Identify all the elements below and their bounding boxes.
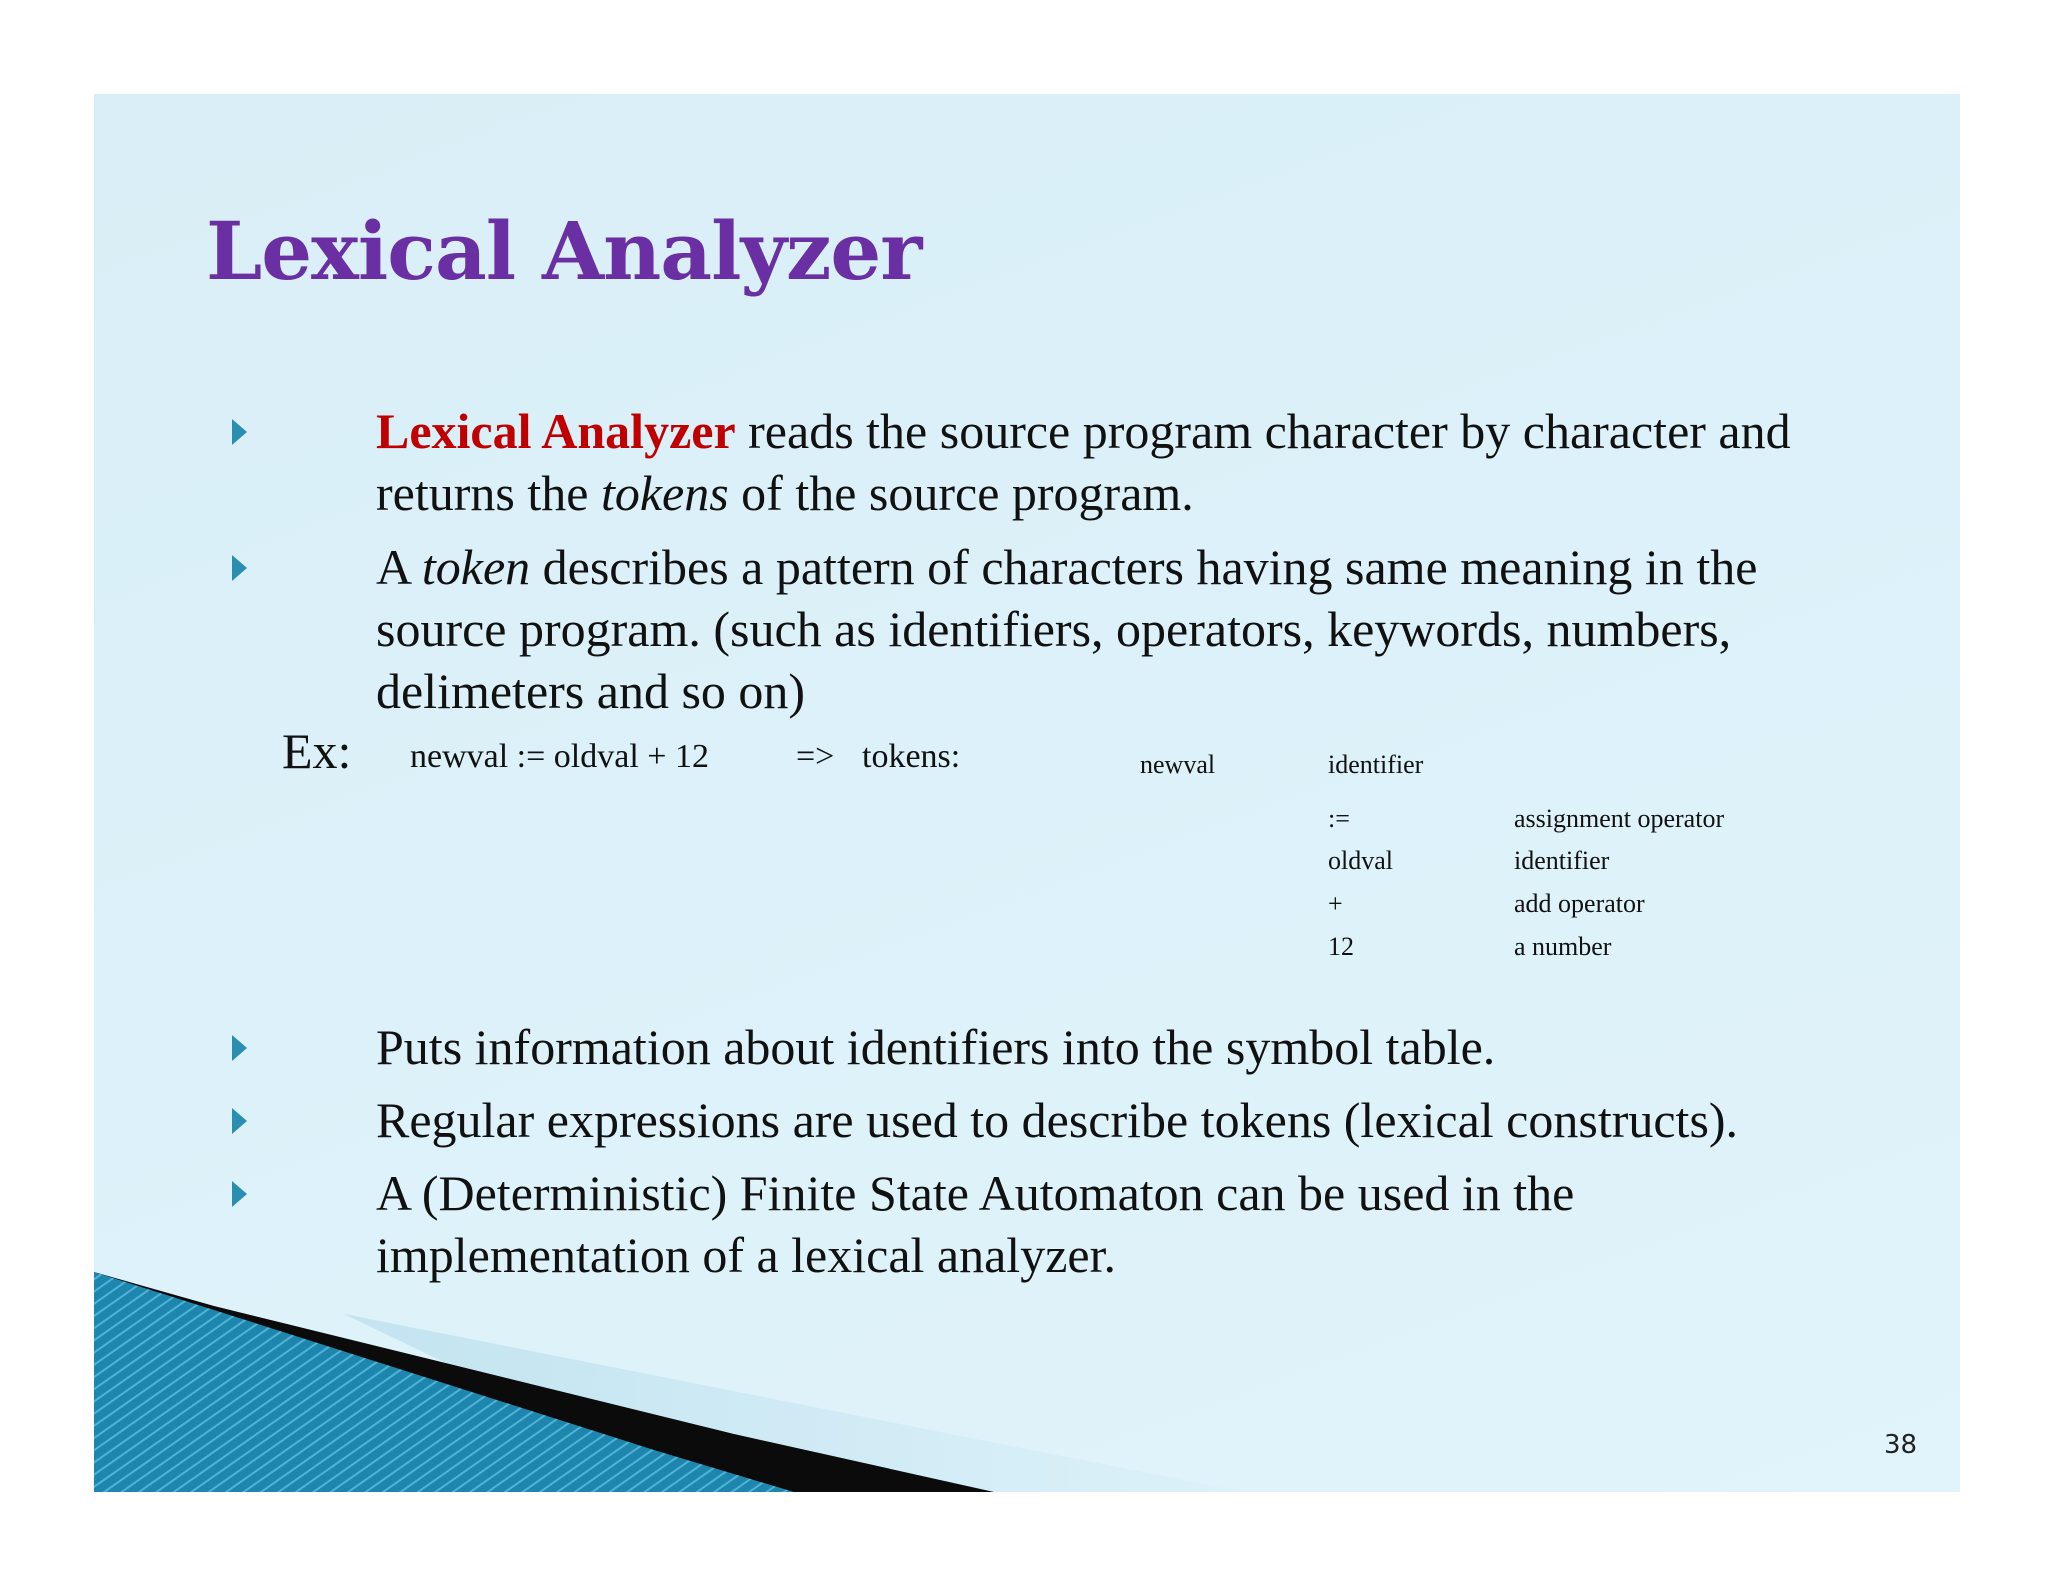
- example-code: newval := oldval + 12: [410, 738, 709, 775]
- bullet-arrow-icon: [232, 1035, 247, 1061]
- example-label: Ex:: [282, 723, 352, 779]
- italic-term: tokens: [600, 465, 729, 521]
- example-tokens-label: tokens:: [862, 738, 961, 775]
- text-segment: A: [376, 539, 422, 595]
- bullet-text: Regular expressions are used to describe tokens (lexical constructs).: [376, 1092, 1739, 1148]
- bullet-arrow-icon: [232, 1108, 247, 1134]
- bullet-text: Puts information about identifiers into the symbol table.: [376, 1019, 1496, 1075]
- token-kind: add operator: [1514, 889, 1645, 918]
- token-lexeme: 12: [1328, 932, 1354, 961]
- bullet-text: [376, 536, 1876, 722]
- token-kind: a number: [1514, 932, 1612, 961]
- page-number: 38: [1884, 1430, 1918, 1460]
- bullet-text: [376, 400, 1876, 524]
- slide-title: Lexical Analyzer: [206, 204, 922, 298]
- bullet-arrow-icon: [232, 419, 247, 445]
- text-segment: reads the source program character by character and returns the: [376, 403, 1791, 521]
- token-kind: identifier: [1328, 750, 1424, 779]
- token-kind: assignment operator: [1514, 804, 1725, 833]
- bullet-text: A (Deterministic) Finite State Automaton can be used in the implementation of a lexical analyzer.: [376, 1165, 1575, 1283]
- slide: [94, 94, 1960, 1492]
- bullet-arrow-icon: [232, 555, 247, 581]
- token-lexeme: oldval: [1328, 846, 1393, 875]
- emphasis-term: Lexical Analyzer: [376, 403, 736, 459]
- italic-term: token: [421, 539, 531, 595]
- bullet-arrow-icon: [232, 1181, 247, 1207]
- token-lexeme: :=: [1328, 804, 1350, 833]
- token-kind: identifier: [1514, 846, 1610, 875]
- token-lexeme: +: [1328, 889, 1343, 918]
- token-lexeme: newval: [1140, 750, 1216, 779]
- text-segment: describes a pattern of characters having same meaning in the source program. (such as identifiers, operators, keywords, numbers, delimeters and so on): [376, 539, 1758, 719]
- text-segment: of the source program.: [728, 465, 1194, 521]
- example-arrow: =>: [796, 738, 835, 775]
